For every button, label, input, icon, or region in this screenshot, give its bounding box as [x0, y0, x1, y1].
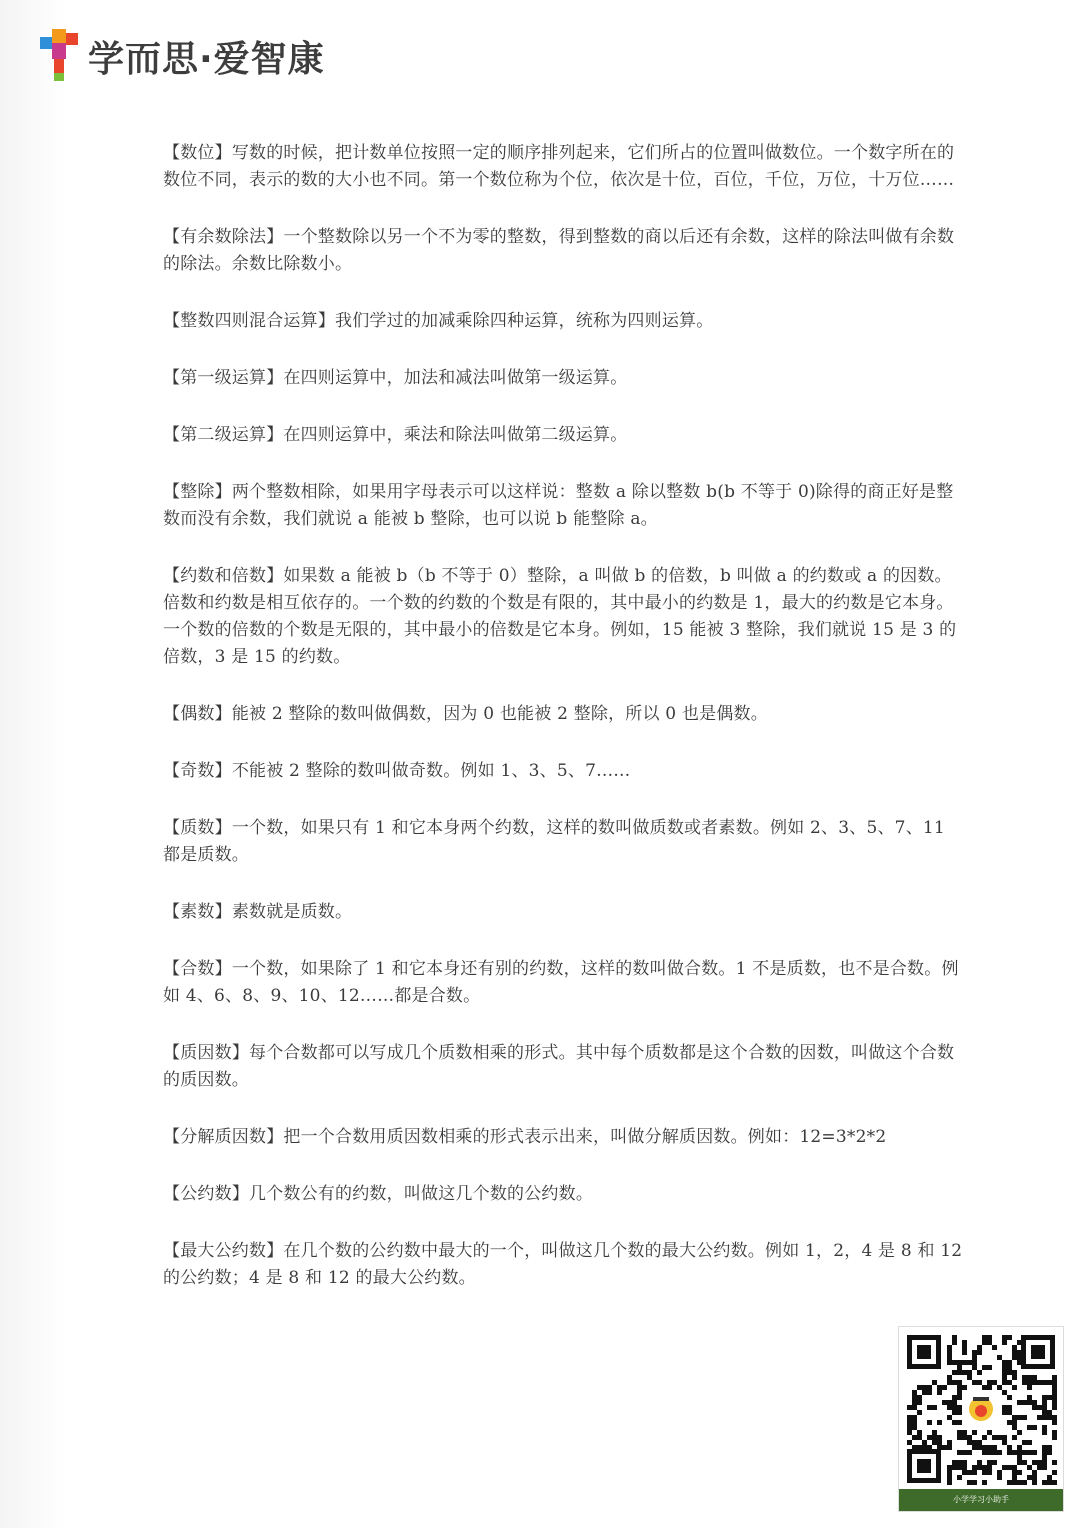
entry-term: 【 素数 】	[163, 902, 232, 922]
entry-definition: 把一个合数用质因数相乘的形式表示出来，叫做分解质因数。例如：12=3*2*2	[283, 1127, 887, 1147]
glossary-entry	[163, 1040, 963, 1094]
entry-term: 【 分解质因数 】	[163, 1127, 283, 1147]
page-edge-shade	[0, 0, 66, 1528]
entry-definition: 能被 2 整除的数叫做偶数，因为 0 也能被 2 整除，所以 0 也是偶数。	[231, 704, 768, 724]
glossary-entry	[163, 140, 963, 194]
entry-term: 【 第二级运算 】	[163, 425, 283, 445]
entry-term: 【 有余数除法 】	[163, 227, 283, 247]
glossary-entry	[163, 563, 963, 671]
entry-term: 【 整除 】	[163, 482, 232, 502]
entry-term: 【 合数 】	[163, 959, 232, 979]
entry-term: 【 质因数 】	[163, 1043, 249, 1063]
glossary-entry	[163, 365, 963, 392]
entry-definition: 在四则运算中，乘法和除法叫做第二级运算。	[283, 425, 628, 445]
glossary-entry	[163, 1124, 963, 1151]
glossary-entry	[163, 422, 963, 449]
brand-logo	[40, 28, 325, 84]
glossary-entry	[163, 956, 963, 1010]
entry-definition: 一个数，如果除了 1 和它本身还有别的约数，这样的数叫做合数。1 不是质数，也不是合数。例如 4、6、8、9、10、12……都是合数。	[163, 959, 959, 1006]
entry-definition: 如果数 a 能被 b（b 不等于 0）整除，a 叫做 b 的倍数，b 叫做 a 的约数或 a 的因数。倍数和约数是相互依存的。一个数的约数的个数是有限的，其中最小的约数是 1，最大的约数是它本身。一个数的倍数的个数是无限的，其中最小的倍数是它本身。例如，15 能被 3 整除，我们就说 15 是 3 的倍数，3 是 15 的约数。	[163, 566, 957, 667]
brand-name: 学而思·爱智康	[88, 38, 325, 80]
entry-definition: 不能被 2 整除的数叫做奇数。例如 1、3、5、7……	[231, 761, 631, 781]
entry-definition: 在几个数的公约数中最大的一个，叫做这几个数的最大公约数。例如 1，2，4 是 8 和 12 的公约数；4 是 8 和 12 的最大公约数。	[163, 1241, 963, 1288]
qr-caption: 小学学习小助手	[899, 1489, 1063, 1511]
glossary-entry	[163, 815, 963, 869]
entry-term: 【 整数四则混合运算 】	[163, 311, 335, 331]
entry-definition: 一个整数除以另一个不为零的整数，得到整数的商以后还有余数，这样的除法叫做有余数的除法。余数比除数小。	[163, 227, 955, 274]
entry-definition: 几个数公有的约数，叫做这几个数的公约数。	[249, 1184, 594, 1204]
entry-definition: 一个数，如果只有 1 和它本身两个约数，这样的数叫做质数或者素数。例如 2、3、5、7、11 都是质数。	[163, 818, 945, 865]
glossary-entry	[163, 758, 963, 785]
glossary-entry	[163, 1238, 963, 1292]
glossary-content	[163, 140, 963, 1322]
glossary-entry	[163, 701, 963, 728]
entry-definition: 每个合数都可以写成几个质数相乘的形式。其中每个质数都是这个合数的因数，叫做这个合数的质因数。	[163, 1043, 955, 1090]
qr-code-block[interactable]	[898, 1326, 1064, 1512]
qr-code-icon	[905, 1333, 1057, 1485]
entry-definition: 写数的时候，把计数单位按照一定的顺序排列起来，它们所占的位置叫做数位。一个数字所在的数位不同，表示的数的大小也不同。第一个数位称为个位，依次是十位，百位，千位，万位，十万位……	[163, 143, 955, 190]
entry-term: 【 第一级运算 】	[163, 368, 283, 388]
entry-definition: 素数就是质数。	[231, 902, 353, 922]
entry-term: 【 奇数 】	[163, 761, 232, 781]
brand-mark-icon	[40, 29, 80, 83]
glossary-entry	[163, 479, 963, 533]
entry-term: 【 公约数 】	[163, 1184, 249, 1204]
glossary-entry	[163, 308, 963, 335]
glossary-entry	[163, 224, 963, 278]
entry-definition: 在四则运算中，加法和减法叫做第一级运算。	[283, 368, 628, 388]
entry-definition: 我们学过的加减乘除四种运算，统称为四则运算。	[335, 311, 714, 331]
entry-term: 【 最大公约数 】	[163, 1241, 283, 1261]
entry-term: 【 约数和倍数 】	[163, 566, 283, 586]
entry-definition: 两个整数相除，如果用字母表示可以这样说：整数 a 除以整数 b(b 不等于 0)除得的商正好是整数而没有余数，我们就说 a 能被 b 整除，也可以说 b 能整除 a。	[163, 482, 954, 529]
entry-term: 【 数位 】	[163, 143, 232, 163]
glossary-entry	[163, 899, 963, 926]
entry-term: 【 偶数 】	[163, 704, 232, 724]
glossary-entry	[163, 1181, 963, 1208]
entry-term: 【 质数 】	[163, 818, 232, 838]
